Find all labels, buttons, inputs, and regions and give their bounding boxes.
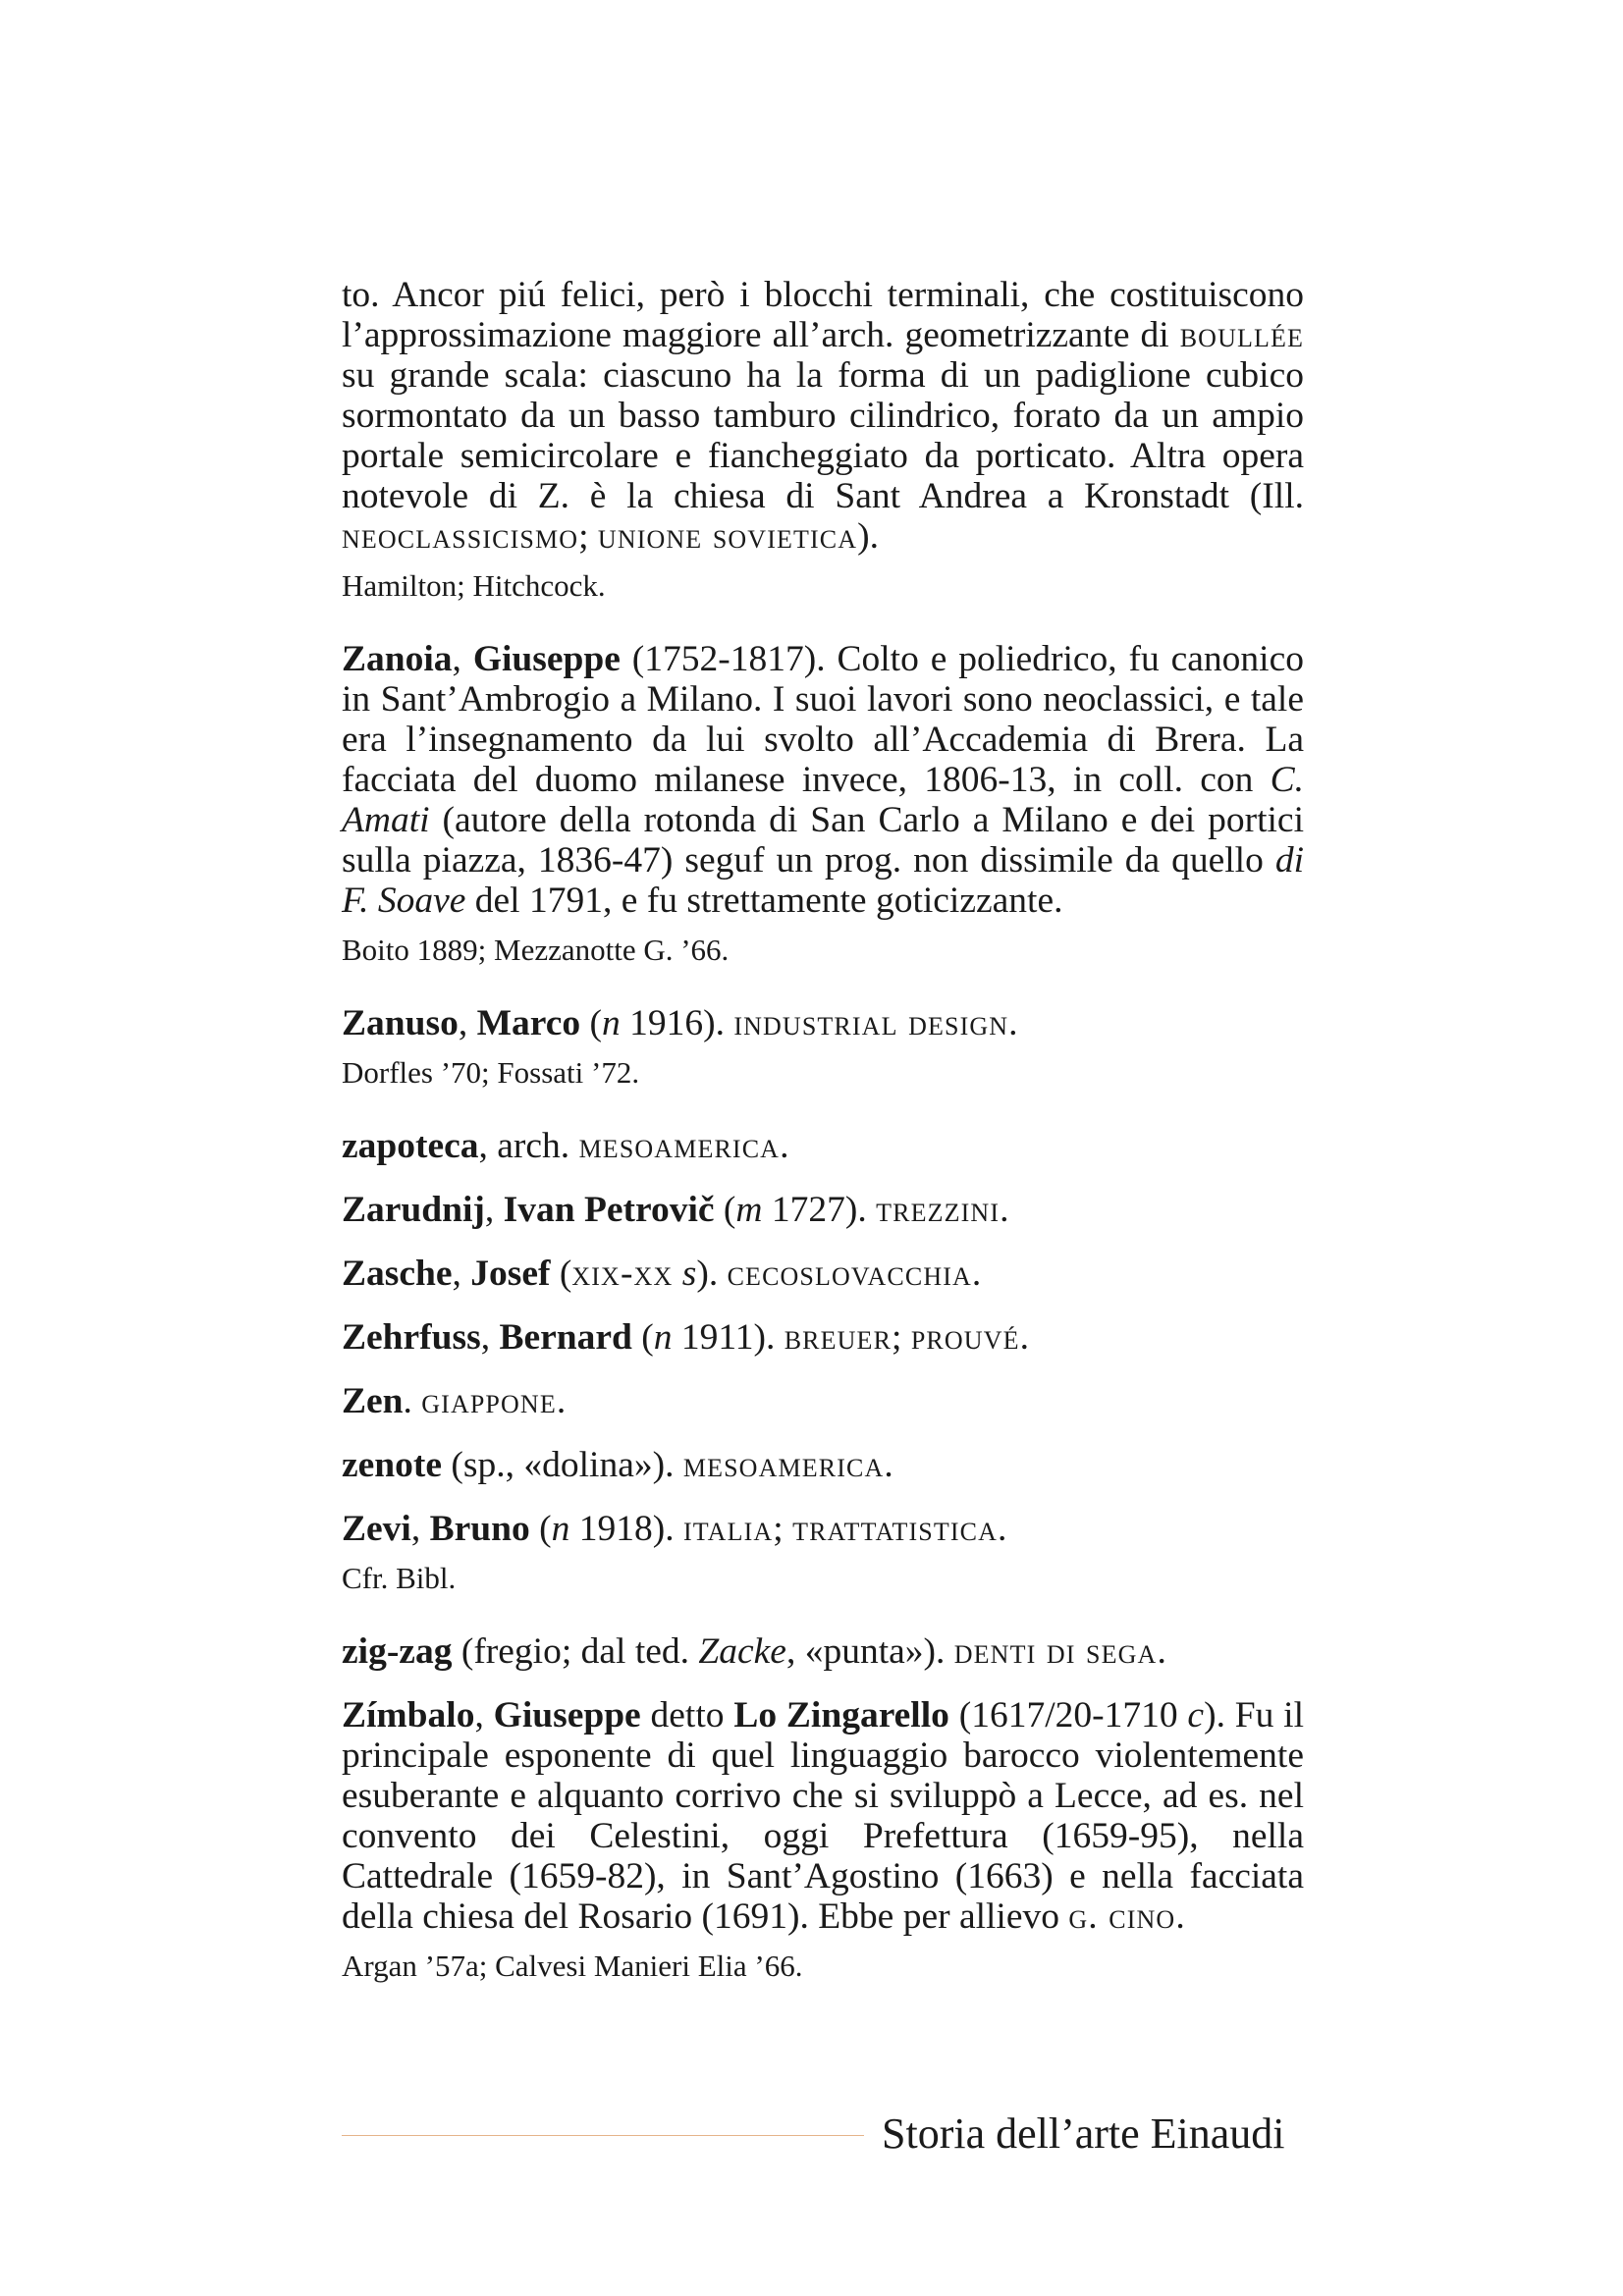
text-run: ( (631, 1317, 654, 1358)
cross-reference: industrial design (733, 1003, 1009, 1043)
entry-text (342, 639, 1304, 921)
entry-text (342, 1631, 1304, 1672)
entry-name: Josef (470, 1254, 551, 1294)
text-run: ( (714, 1190, 736, 1230)
entry-headword: Zanuso (342, 1003, 459, 1043)
entry-name: Marco (476, 1003, 581, 1043)
italic-text: m (735, 1190, 763, 1230)
text-run: (1752-1817). Colto e poliedrico, fu canonico in Sant’Ambrogio a Milano. I suoi lavori sono neoclassici, e tale era l’insegnamento da lui svolto all’Accademia di Brera. La facciata del duomo milanese invece, 1806-13, in coll. con (342, 639, 1304, 800)
cross-reference: denti di sega (953, 1631, 1158, 1672)
italic-text: Zacke (698, 1631, 786, 1672)
page-body (342, 275, 1304, 1986)
entry-name: Bruno (429, 1509, 530, 1549)
entry-name: Ivan Petrovič (503, 1190, 715, 1230)
text-run: . (1008, 1003, 1018, 1043)
entry-headword: Zen (342, 1381, 404, 1421)
italic-text: n (601, 1003, 621, 1043)
cross-reference: neoclassicismo (342, 516, 579, 557)
text-run: . (998, 1509, 1007, 1549)
text-run: del 1791, e fu strettamente goticizzante. (465, 881, 1063, 921)
entry-nickname: Lo Zingarello (733, 1695, 949, 1735)
entry-continuation (342, 275, 1304, 606)
text-run: ; (773, 1509, 793, 1549)
entry-zimbalo (342, 1695, 1304, 1986)
entry-text (342, 1003, 1304, 1043)
text-run: ; (578, 516, 598, 557)
text-run: . (1157, 1631, 1166, 1672)
text-run: , (452, 1254, 471, 1294)
text-run: ). (857, 516, 880, 557)
entry-headword: Zehrfuss (342, 1317, 481, 1358)
entry-text (342, 1695, 1304, 1937)
entry-zasche (342, 1254, 1304, 1294)
text-run: , (410, 1509, 430, 1549)
century-label: xix-xx (571, 1254, 674, 1294)
entry-headword: zenote (342, 1445, 443, 1485)
entry-zapoteca (342, 1126, 1304, 1166)
entry-text (342, 1509, 1304, 1549)
entry-zevi (342, 1509, 1304, 1598)
cross-reference: prouvé (910, 1317, 1020, 1358)
cross-reference: trattatistica (792, 1509, 999, 1549)
entry-name: Giuseppe (493, 1695, 641, 1735)
italic-text: c (1187, 1695, 1205, 1735)
entry-zig-zag (342, 1631, 1304, 1672)
bibliography: Hamilton; Hitchcock. (342, 568, 606, 603)
cross-reference: breuer (784, 1317, 893, 1358)
italic-text: n (653, 1317, 673, 1358)
bibliography: Cfr. Bibl. (342, 1561, 457, 1595)
text-run: ( (529, 1509, 552, 1549)
entry-headword: zapoteca (342, 1126, 479, 1166)
entry-headword: Zarudnij (342, 1190, 485, 1230)
entry-headword: Zanoia (342, 639, 453, 679)
text-run: , (484, 1190, 504, 1230)
text-run: . (1019, 1317, 1029, 1358)
entry-text (342, 1445, 1304, 1485)
entry-headword: Zevi (342, 1509, 411, 1549)
text-run: . (1000, 1190, 1009, 1230)
entry-text (342, 1254, 1304, 1294)
entry-headword: Zasche (342, 1254, 453, 1294)
text-run: . (403, 1381, 422, 1421)
entry-text (342, 275, 1304, 557)
text-run: su grande scala: ciascuno ha la forma di un padiglione cubico sormontato da un basso tamburo cilindrico, forato da un ampio portale semicircolare e fiancheggiato da porticato. Altra opera notevole di Z. è la chiesa di Sant Andrea a Kronstadt (Ill. (342, 355, 1304, 516)
italic-text: n (551, 1509, 570, 1549)
text-run: ( (580, 1003, 602, 1043)
text-run: . (884, 1445, 893, 1485)
bibliography: Argan ’57a; Calvesi Manieri Elia ’66. (342, 1949, 803, 1983)
entry-zehrfuss (342, 1317, 1304, 1358)
footer-rule (342, 2135, 864, 2136)
entry-headword: zig-zag (342, 1631, 453, 1672)
cross-reference: trezzini (876, 1190, 1001, 1230)
text-run: (sp., «dolina»). (442, 1445, 683, 1485)
text-run: (fregio; dal ted. (452, 1631, 699, 1672)
entry-zanuso (342, 1003, 1304, 1093)
entry-name: Bernard (499, 1317, 632, 1358)
italic-text: C. Amati (342, 760, 1304, 840)
text-run: , (452, 639, 473, 679)
entry-zanoia (342, 639, 1304, 970)
text-run: to. Ancor piú felici, però i blocchi terminali, che costituiscono l’approssimazione maggiore all’arch. geometrizzante di (342, 275, 1304, 355)
cross-reference: italia (682, 1509, 774, 1549)
footer-title: Storia dell’arte Einaudi (882, 2109, 1285, 2158)
bibliography: Dorfles ’70; Fossati ’72. (342, 1055, 640, 1090)
text-run: 1916). (620, 1003, 734, 1043)
entry-zenote (342, 1445, 1304, 1485)
entry-headword: Zímbalo (342, 1695, 475, 1735)
cross-reference: mesoamerica (578, 1126, 781, 1166)
cross-reference: boullée (1179, 315, 1304, 355)
cross-reference: g. cino (1068, 1896, 1176, 1937)
text-run: ). Fu il principale esponente di quel linguaggio barocco violentemente esuberante e alquanto corrivo che si sviluppò a Lecce, ad es. nel convento dei Celestini, oggi Prefettura (1659-95), nella Cattedrale (1659-82), in Sant’Agostino (1663) e nella facciata della chiesa del Rosario (1691). Ebbe per allievo (342, 1695, 1305, 1937)
entry-zarudnij (342, 1190, 1304, 1230)
text-run: ( (550, 1254, 572, 1294)
text-run: . (780, 1126, 789, 1166)
entry-text (342, 1317, 1304, 1358)
entry-text (342, 1190, 1304, 1230)
text-run: detto (640, 1695, 734, 1735)
entry-text (342, 1381, 1304, 1421)
entry-text (342, 1126, 1304, 1166)
cross-reference: giappone (421, 1381, 557, 1421)
text-run: , (474, 1695, 494, 1735)
text-run: (1617/20-1710 (948, 1695, 1188, 1735)
bibliography: Boito 1889; Mezzanotte G. ’66. (342, 933, 730, 967)
text-run: , (458, 1003, 477, 1043)
text-run: ). (696, 1254, 728, 1294)
cross-reference: mesoamerica (682, 1445, 885, 1485)
italic-text: s (673, 1254, 697, 1294)
text-run: , «punta»). (785, 1631, 954, 1672)
cross-reference: unione sovietica (597, 516, 858, 557)
italic-text: di F. Soave (342, 840, 1304, 921)
entry-zen (342, 1381, 1304, 1421)
text-run: ; (892, 1317, 911, 1358)
text-run: , (480, 1317, 500, 1358)
text-run: . (1175, 1896, 1185, 1937)
entry-name: Giuseppe (472, 639, 621, 679)
text-run: . (556, 1381, 567, 1421)
text-run: , arch. (478, 1126, 579, 1166)
text-run: 1918). (569, 1509, 683, 1549)
text-run: . (971, 1254, 982, 1294)
cross-reference: cecoslovacchia (727, 1254, 972, 1294)
text-run: 1911). (672, 1317, 784, 1358)
text-run: (autore della rotonda di San Carlo a Milano e dei portici sulla piazza, 1836-47) seguf un prog. non dissimile da quello (342, 800, 1304, 881)
text-run: 1727). (762, 1190, 877, 1230)
